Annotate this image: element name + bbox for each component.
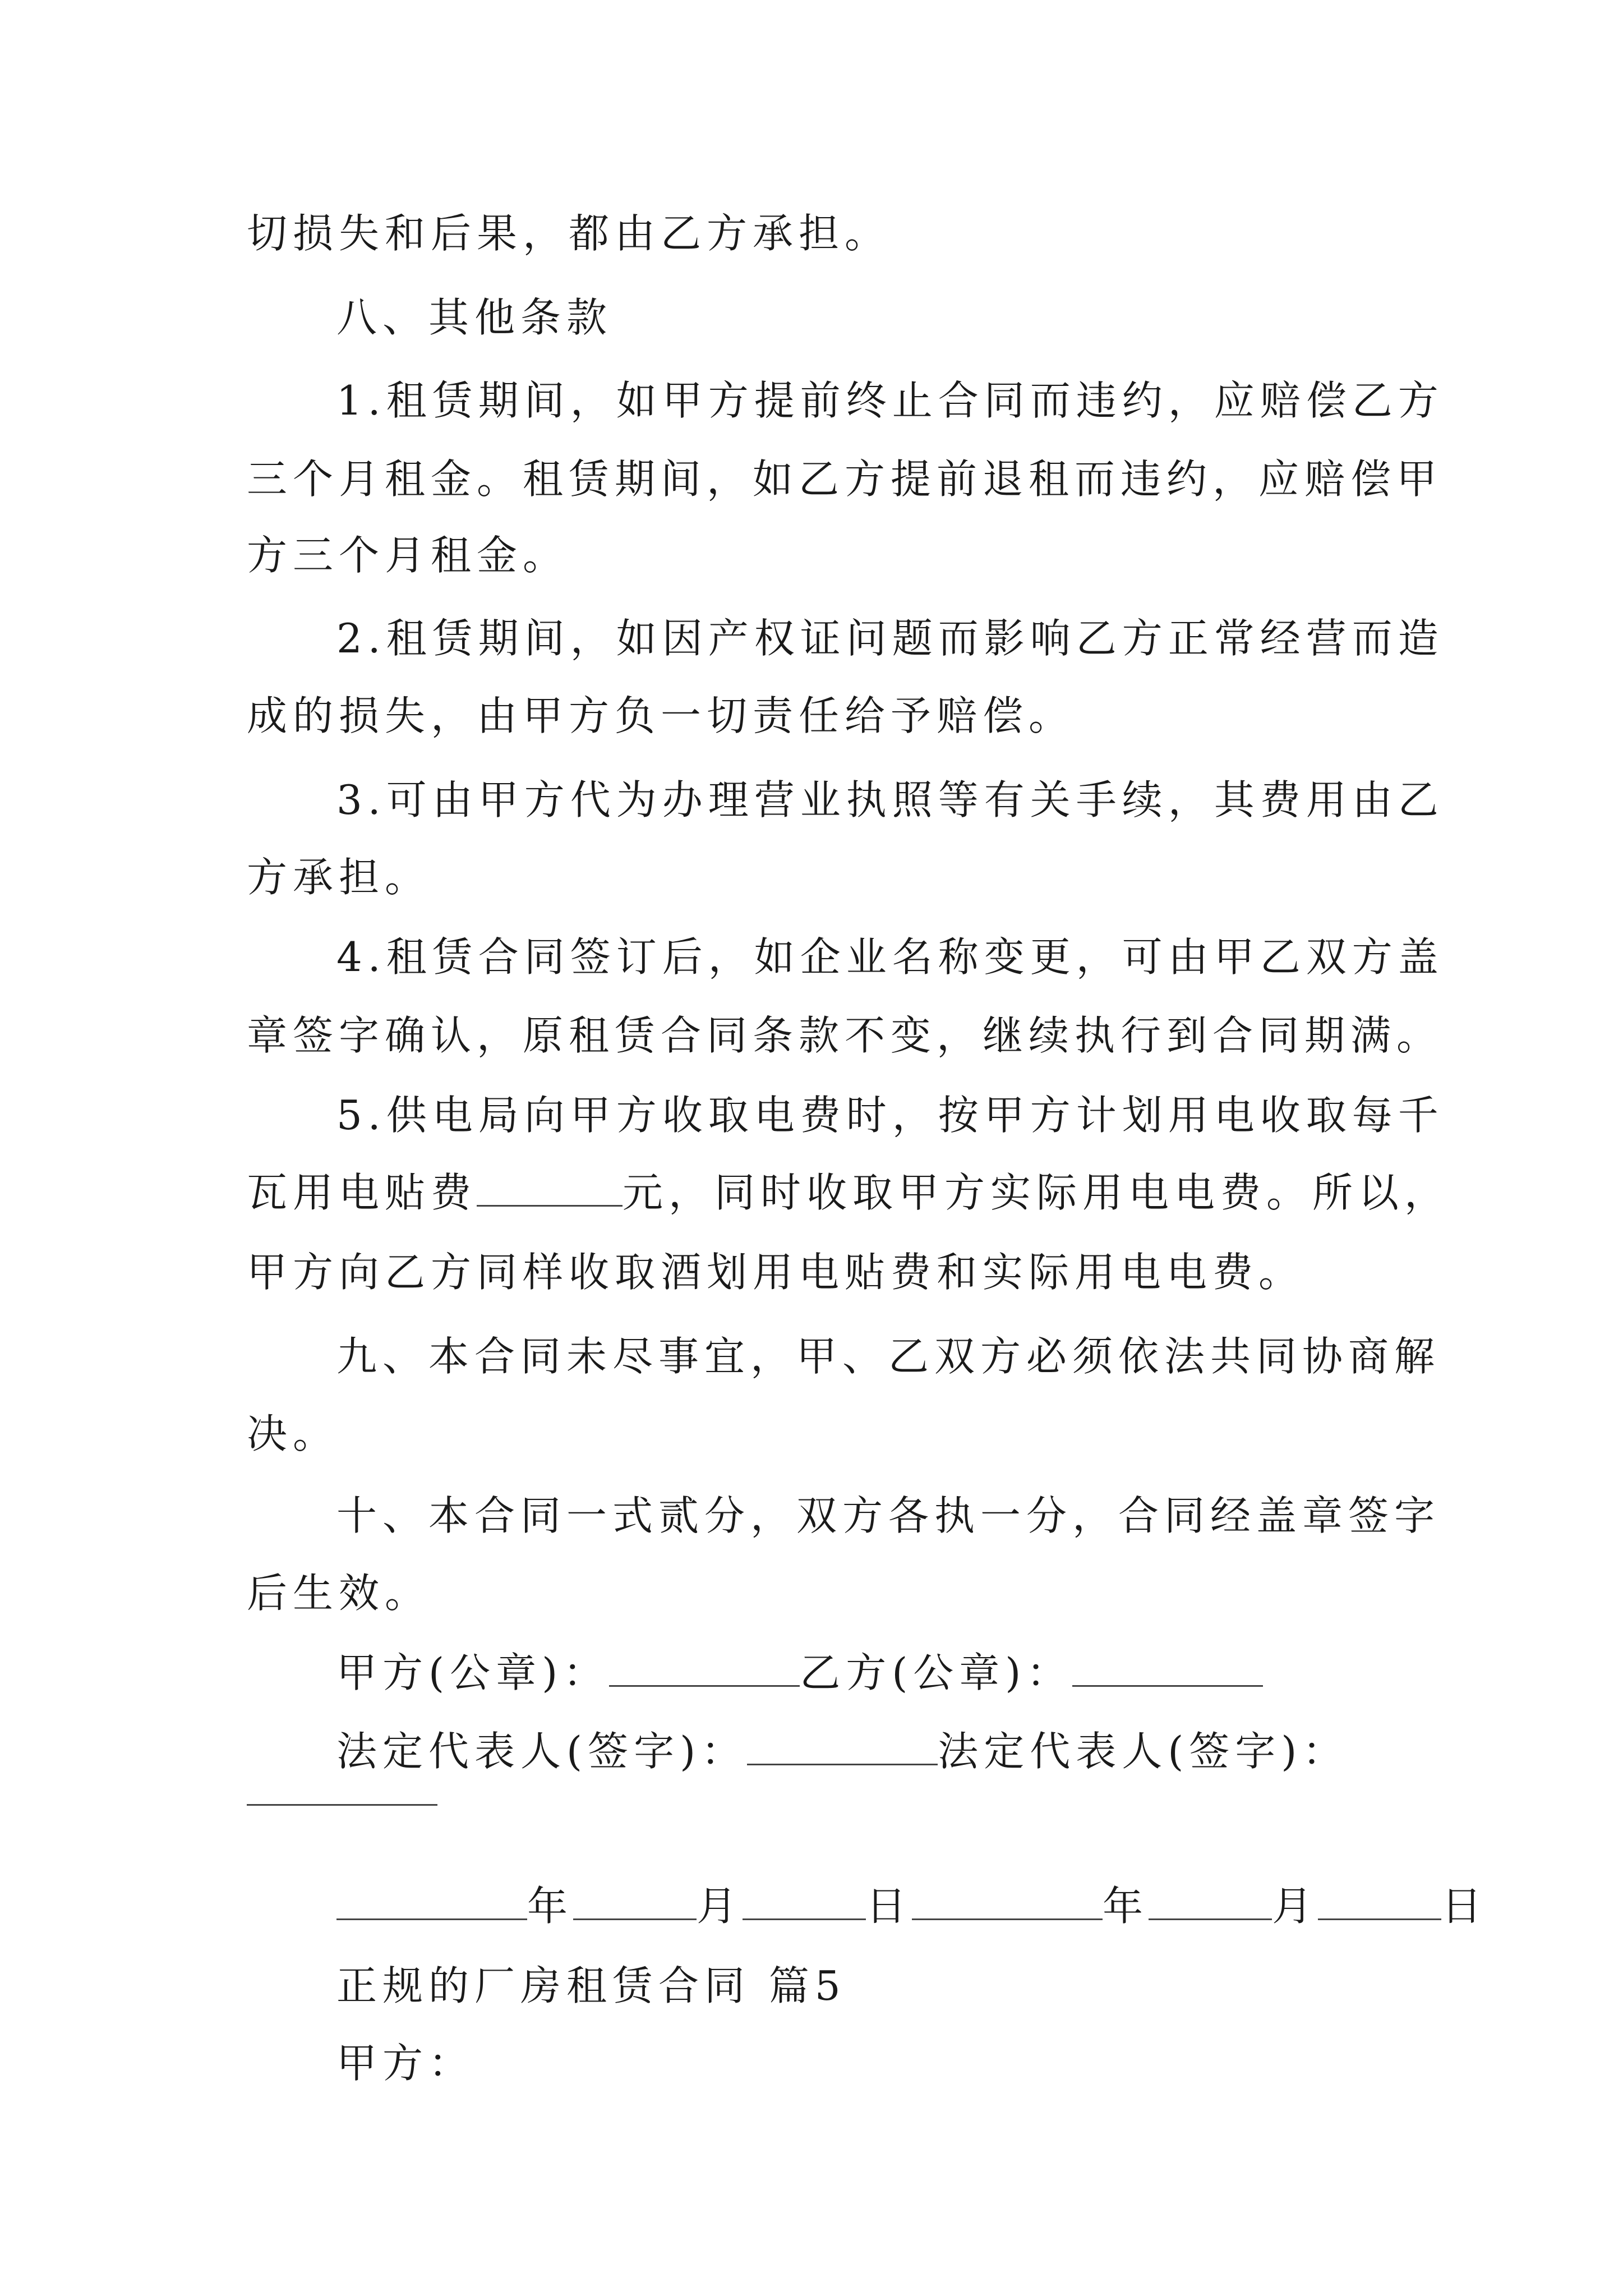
rep-b-blank	[247, 1804, 437, 1806]
fee-label: 瓦用电贴费	[247, 1169, 477, 1216]
text-line: 甲方：	[336, 2040, 475, 2087]
text-line: 3.可由甲方代为办理营业执照等有关手续，其费用由乙	[336, 776, 1444, 823]
month-blank	[1149, 1881, 1272, 1920]
year-blank	[912, 1881, 1103, 1920]
party-b-seal-blank	[1072, 1648, 1263, 1687]
section-heading: 八、其他条款	[336, 294, 613, 341]
text-line: 方承担。	[247, 854, 431, 901]
text-line: 方三个月租金。	[247, 532, 569, 579]
year-blank	[336, 1881, 527, 1920]
text-line: 2.租赁期间，如因产权证问题而影响乙方正常经营而造	[336, 615, 1444, 662]
day-blank	[743, 1881, 866, 1920]
text-line: 5.供电局向甲方收取电费时，按甲方计划用电收取每千	[336, 1092, 1444, 1139]
year-label: 年	[1103, 1883, 1149, 1930]
section-heading: 九、本合同未尽事宜，甲、乙双方必须依法共同协商解	[336, 1333, 1441, 1380]
party-b-seal-label: 乙方(公章)：	[800, 1649, 1073, 1696]
contract-title: 正规的厂房租赁合同 篇5	[336, 1962, 846, 2009]
text-line: 成的损失，由甲方负一切责任给予赔偿。	[247, 692, 1075, 739]
representative-line	[336, 1726, 1481, 1777]
fee-line	[247, 1167, 1451, 1218]
month-blank	[573, 1881, 697, 1920]
seal-line	[336, 1647, 1481, 1699]
rep-a-blank	[747, 1727, 938, 1765]
date-line	[336, 1880, 1488, 1932]
text-line: 甲方向乙方同样收取酒划用电贴费和实际用电电费。	[247, 1249, 1305, 1296]
fee-blank	[477, 1168, 623, 1207]
month-label: 月	[697, 1883, 743, 1930]
fee-label-after: 元，同时收取甲方实际用电电费。所以，	[623, 1169, 1451, 1216]
day-label: 日	[866, 1883, 912, 1930]
party-a-seal-label: 甲方(公章)：	[336, 1649, 610, 1696]
text-line: 章签字确认，原租赁合同条款不变，继续执行到合同期满。	[247, 1012, 1443, 1059]
section-heading: 十、本合同一式贰分，双方各执一分，合同经盖章签字	[336, 1492, 1441, 1539]
year-label: 年	[527, 1883, 574, 1930]
text-line: 后生效。	[247, 1570, 431, 1617]
text-line: 切损失和后果，都由乙方承担。	[247, 210, 891, 257]
text-line: 三个月租金。租赁期间，如乙方提前退租而违约，应赔偿甲	[247, 455, 1443, 503]
day-blank	[1318, 1881, 1441, 1920]
party-a-seal-blank	[609, 1648, 800, 1687]
text-line: 1.租赁期间，如甲方提前终止合同而违约，应赔偿乙方	[336, 377, 1444, 424]
text-line: 决。	[247, 1410, 339, 1457]
month-label: 月	[1272, 1883, 1318, 1930]
rep-b-label: 法定代表人(签字)：	[938, 1728, 1349, 1775]
day-label: 日	[1441, 1883, 1488, 1930]
rep-a-label: 法定代表人(签字)：	[336, 1728, 748, 1775]
text-line: 4.租赁合同签订后，如企业名称变更，可由甲乙双方盖	[336, 933, 1444, 981]
